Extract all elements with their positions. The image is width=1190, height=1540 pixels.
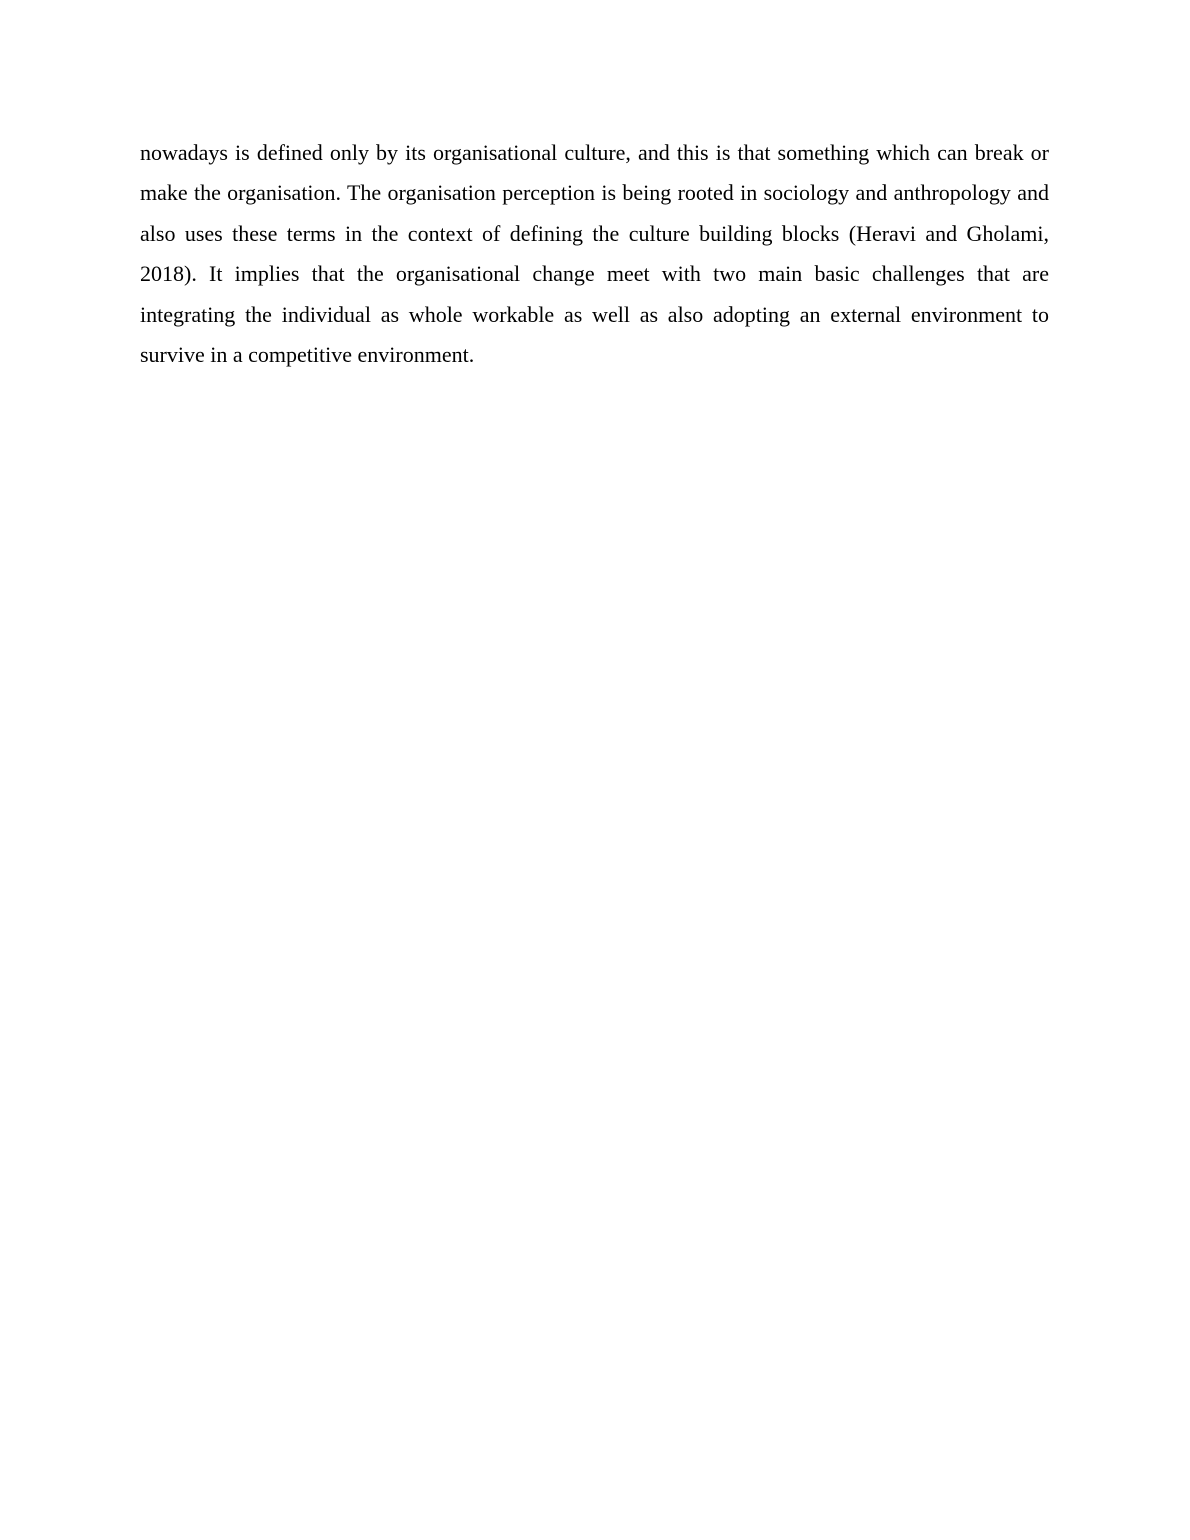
body-paragraph: nowadays is defined only by its organisational culture, and this is that something which can break or make the organisation. The organisation perception is being rooted in sociology and anthropology and also uses these terms in the context of defining the culture building blocks (Heravi and Gholami, 2018). It implies that the organisational change meet with two main basic challenges that are integrating the individual as whole workable as well as also adopting an external environment to survive in a competitive environment. <box>140 140 1049 368</box>
